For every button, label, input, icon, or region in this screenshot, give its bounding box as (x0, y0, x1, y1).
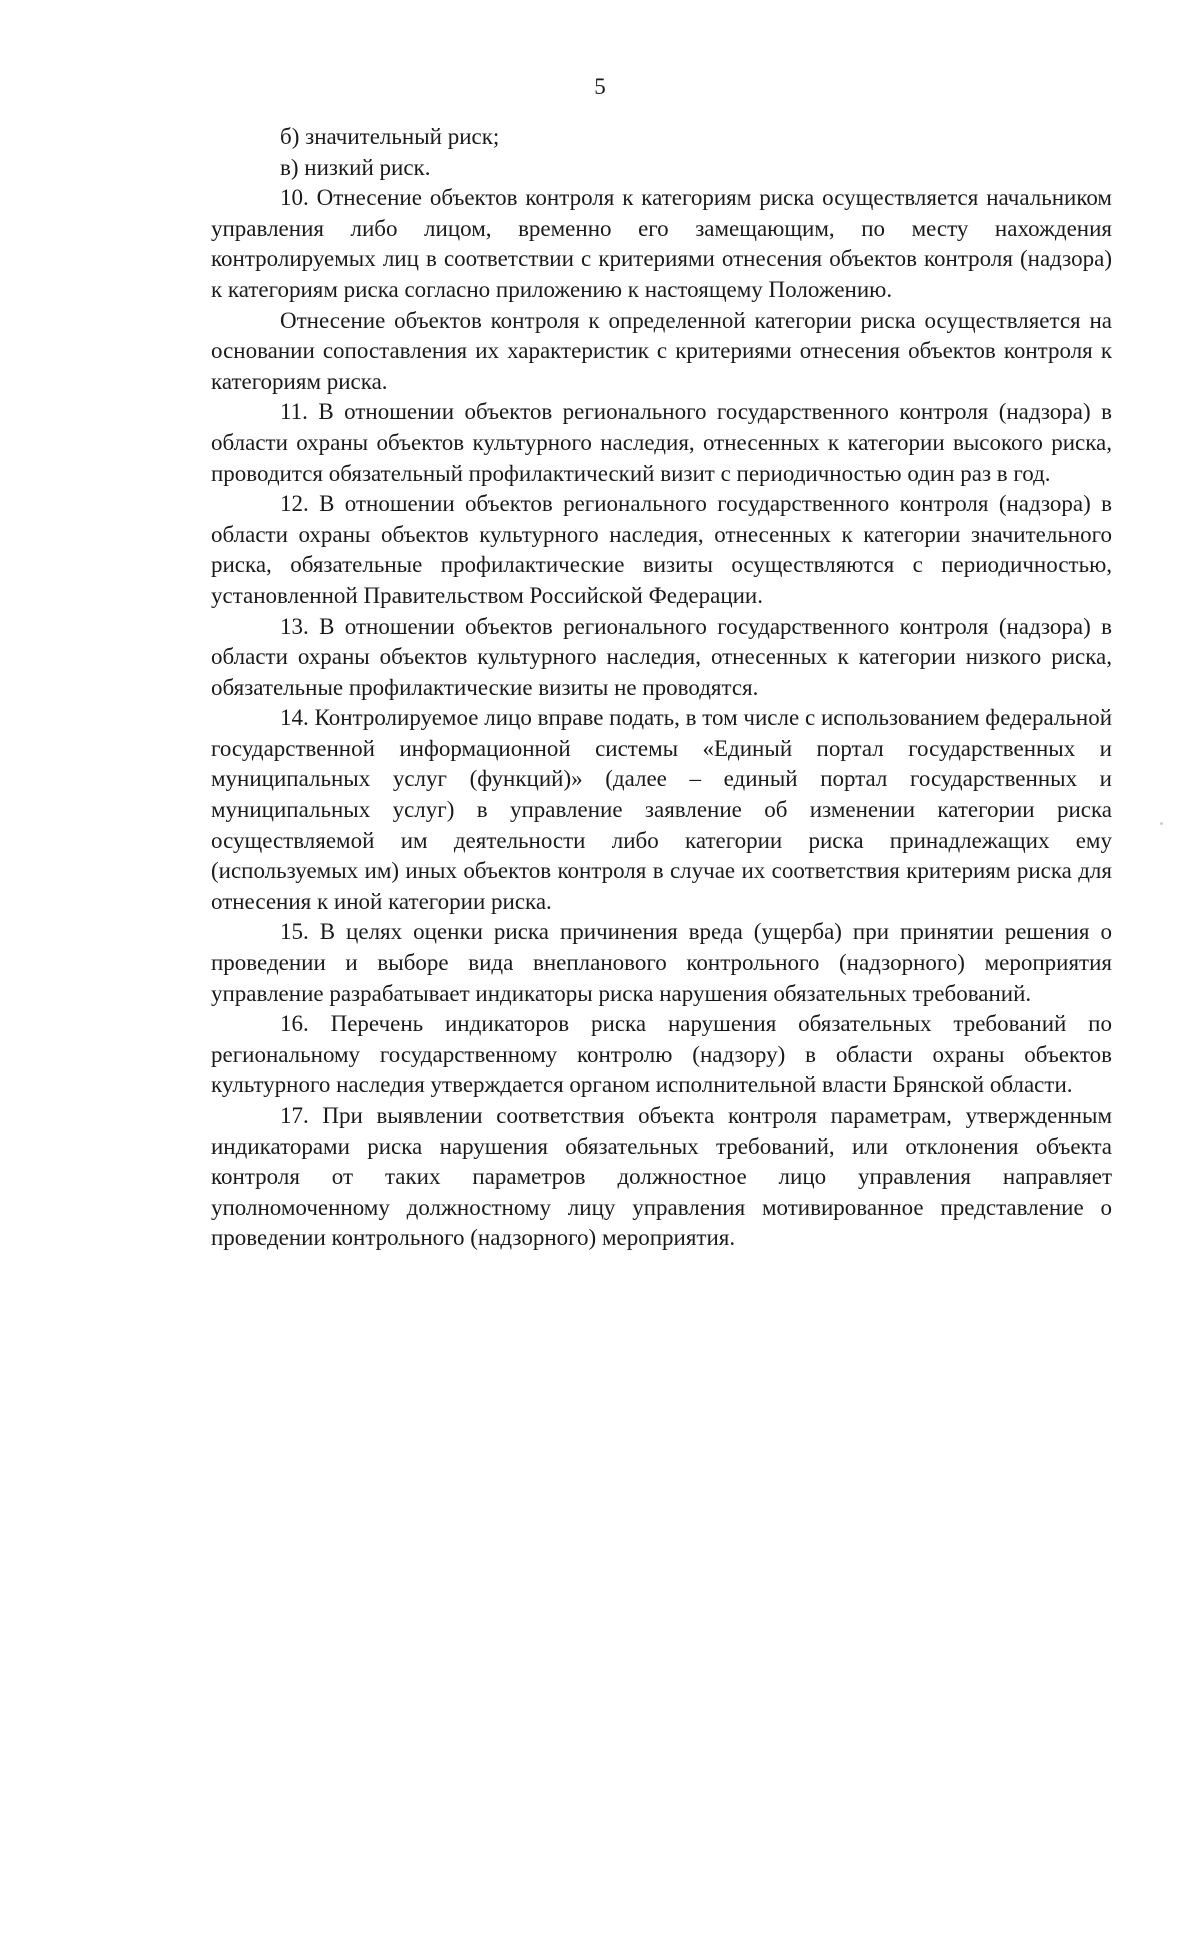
clause-14: 14. Контролируемое лицо вправе подать, в том числе с использованием федеральной государственной информационной системы «Единый портал государственных и муниципальных услуг (функций)» (далее – единый портал государственных и муниципальных услуг) в управление заявление об изменении категории риска осуществляемой им деятельности либо категории риска принадлежащих ему (используемых им) иных объектов контроля в случае их соответствия критериям риска для отнесения к иной категории риска. (211, 705, 1112, 914)
clause-13: 13. В отношении объектов регионального государственного контроля (надзора) в области охраны объектов культурного наследия, отнесенных к категории низкого риска, обязательные профилактические визиты не проводятся. (211, 613, 1112, 700)
clause-12: 12. В отношении объектов регионального государственного контроля (надзора) в области охраны объектов культурного наследия, отнесенных к категории значительного риска, обязательные профилактические визиты осуществляются с периодичностью, установленной Правительством Российской Федерации. (211, 491, 1112, 608)
clause-15: 15. В целях оценки риска причинения вреда (ущерба) при принятии решения о проведении и выборе вида внепланового контрольного (надзорного) мероприятия управление разрабатывает индикаторы риска нарушения обязательных требований. (211, 919, 1112, 1006)
clause-10: 10. Отнесение объектов контроля к категориям риска осуществляется начальником управления либо лицом, временно его замещающим, по месту нахождения контролируемых лиц в соответствии с критериями отнесения объектов контроля (надзора) к категориям риска согласно приложению к настоящему Положению. (211, 185, 1112, 302)
clause-17: 17. При выявлении соответствия объекта контроля параметрам, утвержденным индикаторами риска нарушения обязательных требований, или отклонения объекта контроля от таких параметров должностное лицо управления направляет уполномоченному должностному лицу управления мотивированное представление о проведении контрольного (надзорного) мероприятия. (211, 1103, 1112, 1251)
scan-speck (1160, 822, 1163, 825)
clause-10-continuation: Отнесение объектов контроля к определенной категории риска осуществляется на основании сопоставления их характеристик с критериями отнесения объектов контроля к категориям риска. (211, 307, 1112, 394)
clause-16: 16. Перечень индикаторов риска нарушения обязательных требований по региональному государственному контролю (надзору) в области охраны объектов культурного наследия утверждается органом исполнительной власти Брянской области. (211, 1011, 1112, 1098)
clause-11: 11. В отношении объектов регионального государственного контроля (надзора) в области охраны объектов культурного наследия, отнесенных к категории высокого риска, проводится обязательный профилактический визит с периодичностью один раз в год. (211, 399, 1112, 486)
list-item-v: в) низкий риск. (280, 154, 431, 180)
page-number: 5 (594, 74, 606, 99)
list-item-b: б) значительный риск; (280, 124, 500, 149)
document-body (211, 122, 1112, 1254)
